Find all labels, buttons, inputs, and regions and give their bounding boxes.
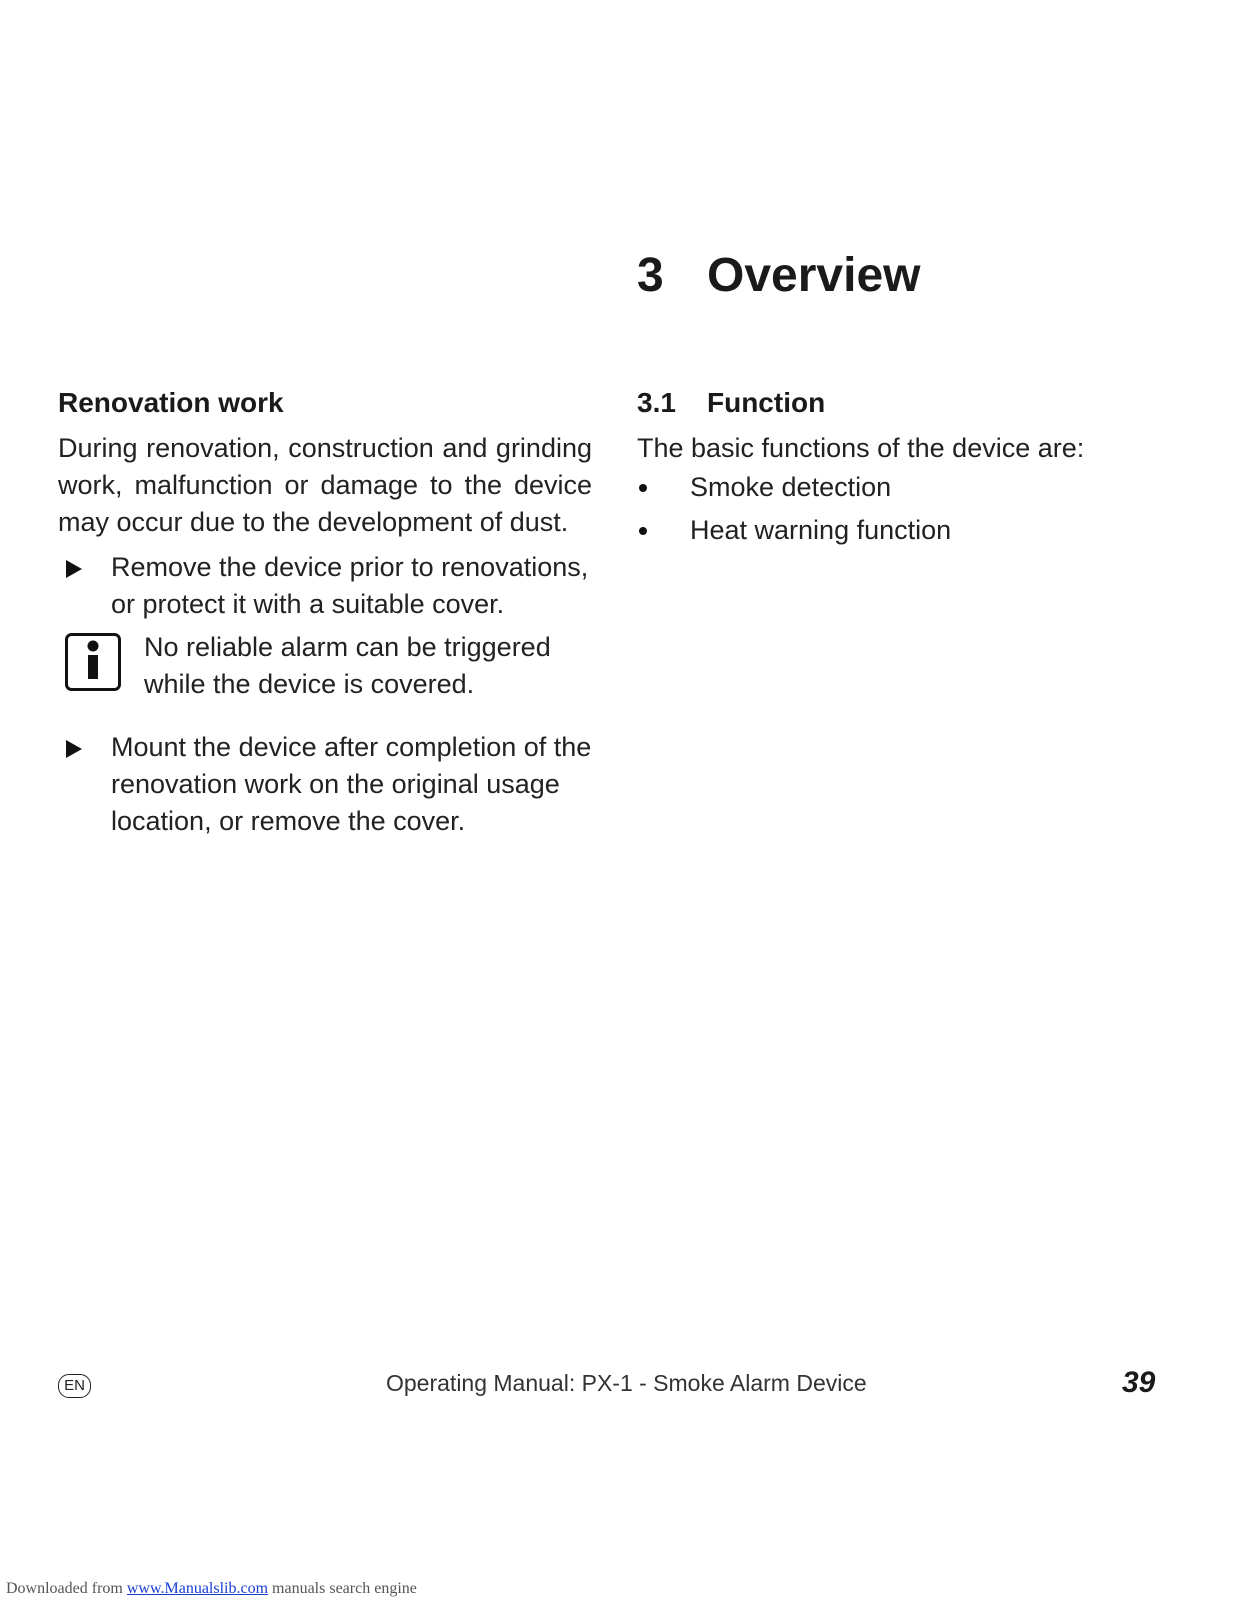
footer-title: Operating Manual: PX-1 - Smoke Alarm Device	[386, 1370, 867, 1396]
download-prefix: Downloaded from	[6, 1580, 127, 1597]
list-item-text: Heat warning function	[690, 515, 952, 545]
list-item	[637, 469, 1157, 506]
left-column	[58, 386, 592, 840]
function-heading	[637, 386, 1157, 420]
instruction-text: Mount the device after completion of the renovation work on the original usage location, or remove the cover.	[111, 732, 592, 836]
download-suffix: manuals search engine	[268, 1580, 417, 1597]
section-title: Function	[707, 387, 826, 418]
list-item	[637, 512, 1157, 549]
arrow-right-icon	[66, 560, 82, 578]
instruction-step	[58, 729, 592, 840]
function-list	[637, 469, 1157, 549]
bullet-icon	[639, 484, 647, 492]
bullet-icon	[639, 527, 647, 535]
instruction-step	[58, 549, 592, 623]
info-note	[58, 629, 592, 703]
renovation-heading: Renovation work	[58, 387, 284, 418]
list-item-text: Smoke detection	[690, 472, 892, 502]
chapter-number: 3	[637, 249, 664, 302]
info-text: No reliable alarm can be triggered while the device is covered.	[144, 632, 551, 699]
right-column	[637, 386, 1157, 555]
instruction-text: Remove the device prior to renovations, or protect it with a suitable cover.	[111, 552, 589, 619]
arrow-right-icon	[66, 740, 82, 758]
chapter-title: Overview	[707, 249, 921, 302]
renovation-paragraph: During renovation, construction and grinding work, malfunction or damage to the device may occur due to the development of dust.	[58, 433, 592, 537]
language-badge: EN	[58, 1374, 91, 1398]
function-intro: The basic functions of the device are:	[637, 433, 1085, 463]
download-notice	[6, 1580, 417, 1598]
section-number: 3.1	[637, 387, 676, 418]
manualslib-link[interactable]: www.Manualslib.com	[126, 1580, 269, 1597]
chapter-heading	[637, 249, 921, 302]
page-number: 39	[1122, 1366, 1156, 1399]
info-icon	[65, 633, 121, 691]
